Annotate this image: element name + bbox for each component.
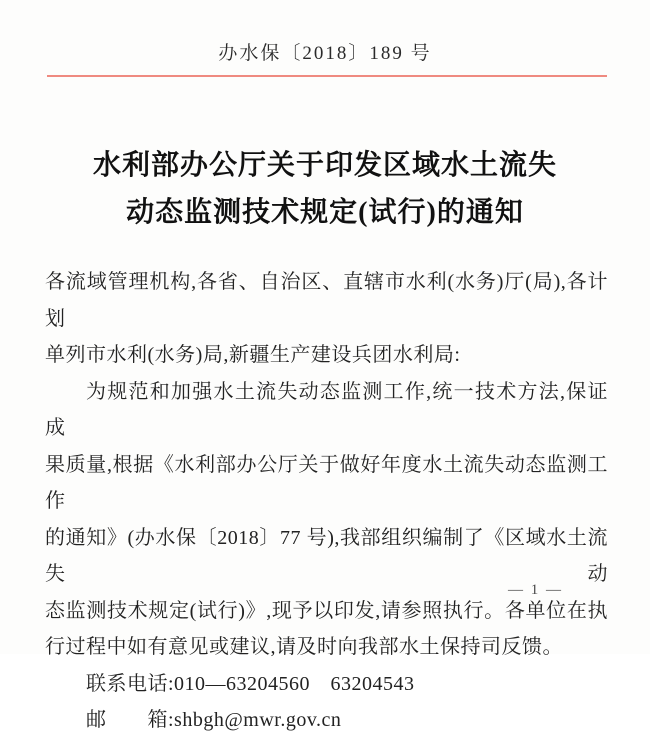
salutation-line-1: 各流域管理机构,各省、自治区、直辖市水利(水务)厅(局),各计划 xyxy=(45,271,608,330)
title-line-2: 动态监测技术规定(试行)的通知 xyxy=(126,197,524,228)
salutation-line-2: 单列市水利(水务)局,新疆生产建设兵团水利局: xyxy=(45,344,461,366)
paragraph-line-4: 态监测技术规定(试行)》,现予以印发,请参照执行。各单位在执 xyxy=(45,599,608,622)
paragraph-line-3: 的通知》(办水保〔2018〕77 号),我部组织编制了《区域水土流失动 xyxy=(45,526,608,585)
doc-number: 办水保〔2018〕189 号 xyxy=(218,43,432,64)
contact-phone: 联系电话:010—63204560 63204543 xyxy=(86,672,415,695)
page-number: — 1 — xyxy=(508,582,563,598)
document-title xyxy=(0,142,650,236)
contact-email: 邮 箱:shbgh@mwr.gov.cn xyxy=(86,709,342,731)
paragraph-line-5: 行过程中如有意见或建议,请及时向我部水土保持司反馈。 xyxy=(45,636,563,658)
paragraph-line-2: 果质量,根据《水利部办公厅关于做好年度水土流失动态监测工作 xyxy=(45,453,608,512)
document-body xyxy=(45,264,608,739)
title-line-1: 水利部办公厅关于印发区域水土流失 xyxy=(92,150,557,181)
red-divider-line xyxy=(47,75,607,77)
paragraph-line-1: 为规范和加强水土流失动态监测工作,统一技术方法,保证成 xyxy=(45,380,608,439)
